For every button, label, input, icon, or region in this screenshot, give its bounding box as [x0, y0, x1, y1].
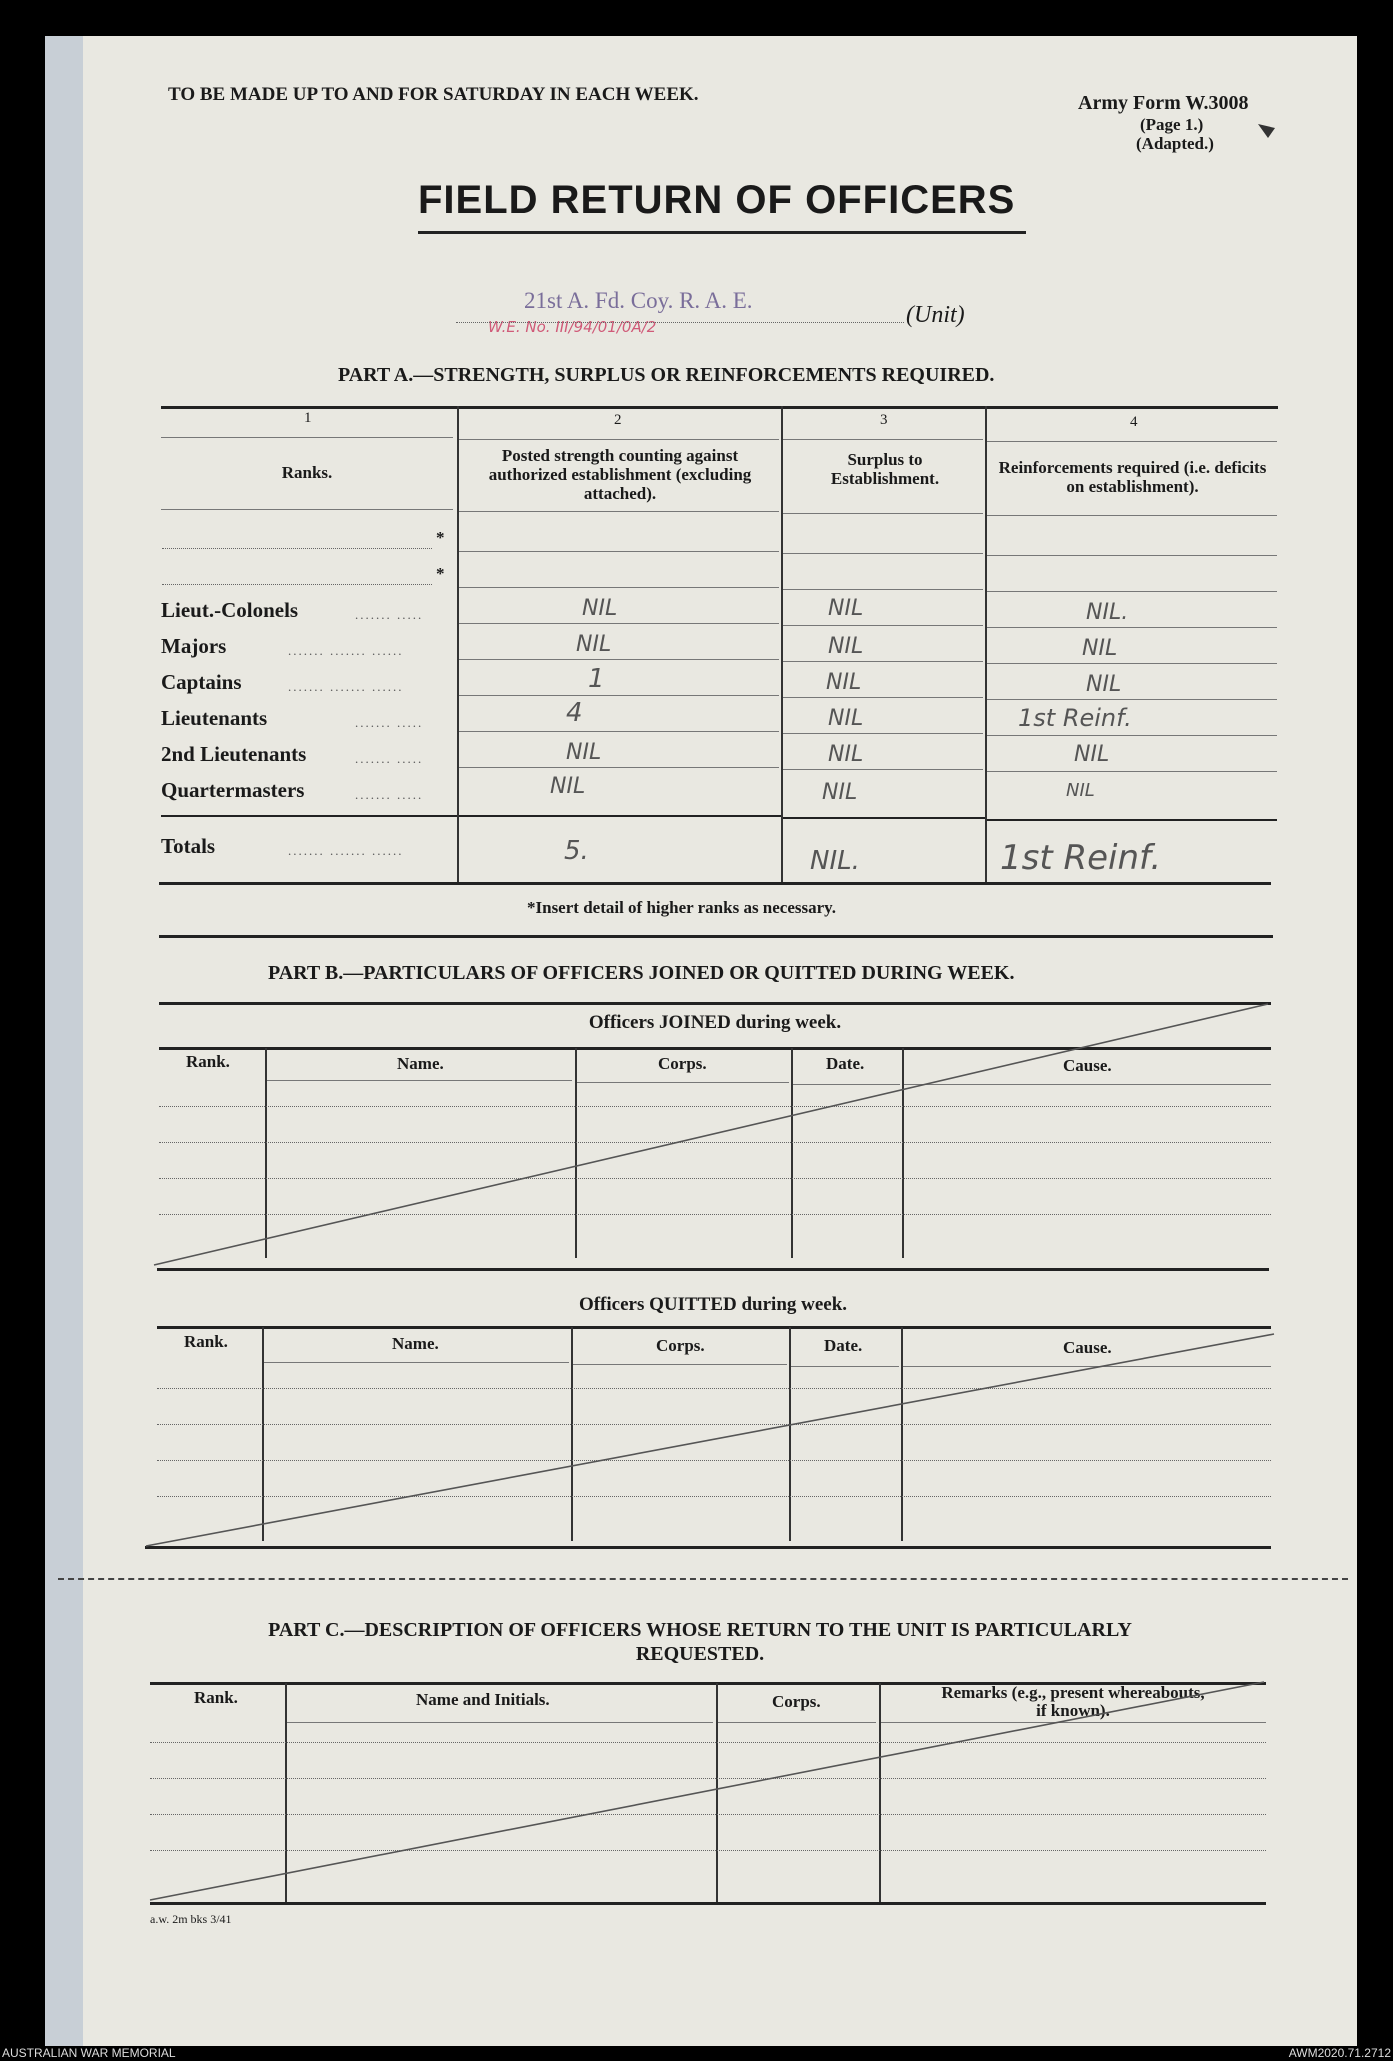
part-c-col-name: Name and Initials.: [416, 1690, 550, 1709]
instruction-text: TO BE MADE UP TO AND FOR SATURDAY IN EACH WEEK.: [168, 84, 699, 105]
part-c-remarks-line1: Remarks (e.g., present whereabouts,: [941, 1683, 1205, 1702]
reinf-lieutenants: 1st Reinf.: [1018, 704, 1132, 732]
rank-label-captains: Captains: [161, 670, 242, 694]
quitted-col-name: Name.: [392, 1334, 439, 1353]
reinf-captains: NIL: [1086, 672, 1122, 697]
surplus-captains: NIL: [826, 670, 862, 695]
surplus-2nd-lieutenants: NIL: [828, 742, 864, 767]
form-adapted: (Adapted.): [1136, 134, 1214, 153]
part-c-col-corps: Corps.: [772, 1692, 821, 1711]
col-header-ranks: Ranks.: [281, 463, 333, 482]
surplus-lieut-colonels: NIL: [828, 596, 864, 621]
joined-col-name: Name.: [397, 1054, 444, 1073]
quitted-col-date: Date.: [824, 1336, 863, 1355]
total-surplus: NIL.: [810, 846, 860, 876]
part-c-heading-line1: PART C.—DESCRIPTION OF OFFICERS WHOSE RETURN TO THE UNIT IS PARTICULARLY: [268, 1619, 1132, 1641]
surplus-quartermasters: NIL: [822, 780, 858, 805]
asterisk-1: *: [436, 528, 445, 547]
unit-label: (Unit): [906, 302, 965, 328]
quitted-col-rank: Rank.: [184, 1332, 228, 1351]
rank-label-lieutenants: Lieutenants: [161, 706, 268, 730]
col-header-surplus: Surplus to Establishment.: [830, 450, 940, 488]
total-posted: 5.: [564, 836, 589, 866]
reinf-2nd-lieutenants: NIL: [1074, 742, 1110, 767]
unit-stamp: 21st A. Fd. Coy. R. A. E.: [524, 288, 753, 313]
col-number-4: 4: [1130, 414, 1138, 430]
total-reinf: 1st Reinf.: [1000, 838, 1162, 878]
col-header-reinforcements: Reinforcements required (i.e. deficits on establishment).: [998, 458, 1267, 496]
col-number-1: 1: [304, 410, 312, 426]
part-c-cancel-stroke: [150, 1682, 1264, 1900]
ink-blot: [1258, 124, 1275, 138]
joined-table-title: Officers JOINED during week.: [588, 1012, 842, 1033]
asterisk-2: *: [436, 564, 445, 583]
posted-majors: NIL: [576, 632, 612, 657]
print-code: a.w. 2m bks 3/41: [150, 1912, 232, 1926]
quitted-col-corps: Corps.: [656, 1336, 705, 1355]
col-number-2: 2: [614, 412, 622, 428]
posted-2nd-lieutenants: NIL: [566, 740, 602, 765]
posted-quartermasters: NIL: [550, 774, 586, 799]
joined-table-cancel-stroke: [154, 1004, 1268, 1265]
quitted-table-cancel-stroke: [146, 1334, 1274, 1546]
form-number: Army Form W.3008: [1078, 92, 1249, 114]
part-b-heading: PART B.—PARTICULARS OF OFFICERS JOINED OR QUITTED DURING WEEK.: [268, 962, 1015, 984]
rank-label-quartermasters: Quartermasters: [161, 778, 305, 802]
unit-reference: W.E. No. III/94/01/0A/2: [488, 318, 657, 336]
footer-left: AUSTRALIAN WAR MEMORIAL: [2, 2046, 176, 2060]
joined-col-cause: Cause.: [1063, 1056, 1112, 1075]
footer-right: AWM2020.71.2712: [1288, 2046, 1391, 2060]
surplus-majors: NIL: [828, 634, 864, 659]
rank-label-lieut-colonels: Lieut.-Colonels: [161, 598, 299, 622]
part-c-remarks-line2: if known).: [1036, 1701, 1110, 1720]
quitted-table-title: Officers QUITTED during week.: [578, 1294, 848, 1315]
joined-col-rank: Rank.: [186, 1052, 230, 1071]
col-header-posted: Posted strength counting against authorized establishment (excluding attached).: [488, 446, 752, 503]
reinf-lieut-colonels: NIL.: [1086, 600, 1129, 625]
reinf-quartermasters: NIL: [1066, 780, 1095, 801]
part-c-col-rank: Rank.: [194, 1688, 238, 1707]
surplus-lieutenants: NIL: [828, 706, 864, 731]
part-a-footnote: *Insert detail of higher ranks as necessary.: [527, 898, 836, 917]
rank-label-majors: Majors: [161, 634, 227, 658]
quitted-col-cause: Cause.: [1063, 1338, 1112, 1357]
rank-label-2nd-lieutenants: 2nd Lieutenants: [161, 742, 307, 766]
part-c-heading-line2: REQUESTED.: [635, 1643, 765, 1665]
posted-captains: 1: [588, 664, 605, 694]
part-a-heading: PART A.—STRENGTH, SURPLUS OR REINFORCEMENTS REQUIRED.: [338, 364, 995, 386]
posted-lieut-colonels: NIL: [582, 596, 618, 621]
col-number-3: 3: [880, 412, 888, 428]
totals-label: Totals: [161, 834, 216, 858]
posted-lieutenants: 4: [566, 698, 583, 728]
joined-col-date: Date.: [826, 1054, 865, 1073]
form-page: (Page 1.): [1140, 115, 1204, 134]
reinf-majors: NIL: [1082, 636, 1118, 661]
page-title: FIELD RETURN OF OFFICERS: [418, 178, 1016, 222]
joined-col-corps: Corps.: [658, 1054, 707, 1073]
